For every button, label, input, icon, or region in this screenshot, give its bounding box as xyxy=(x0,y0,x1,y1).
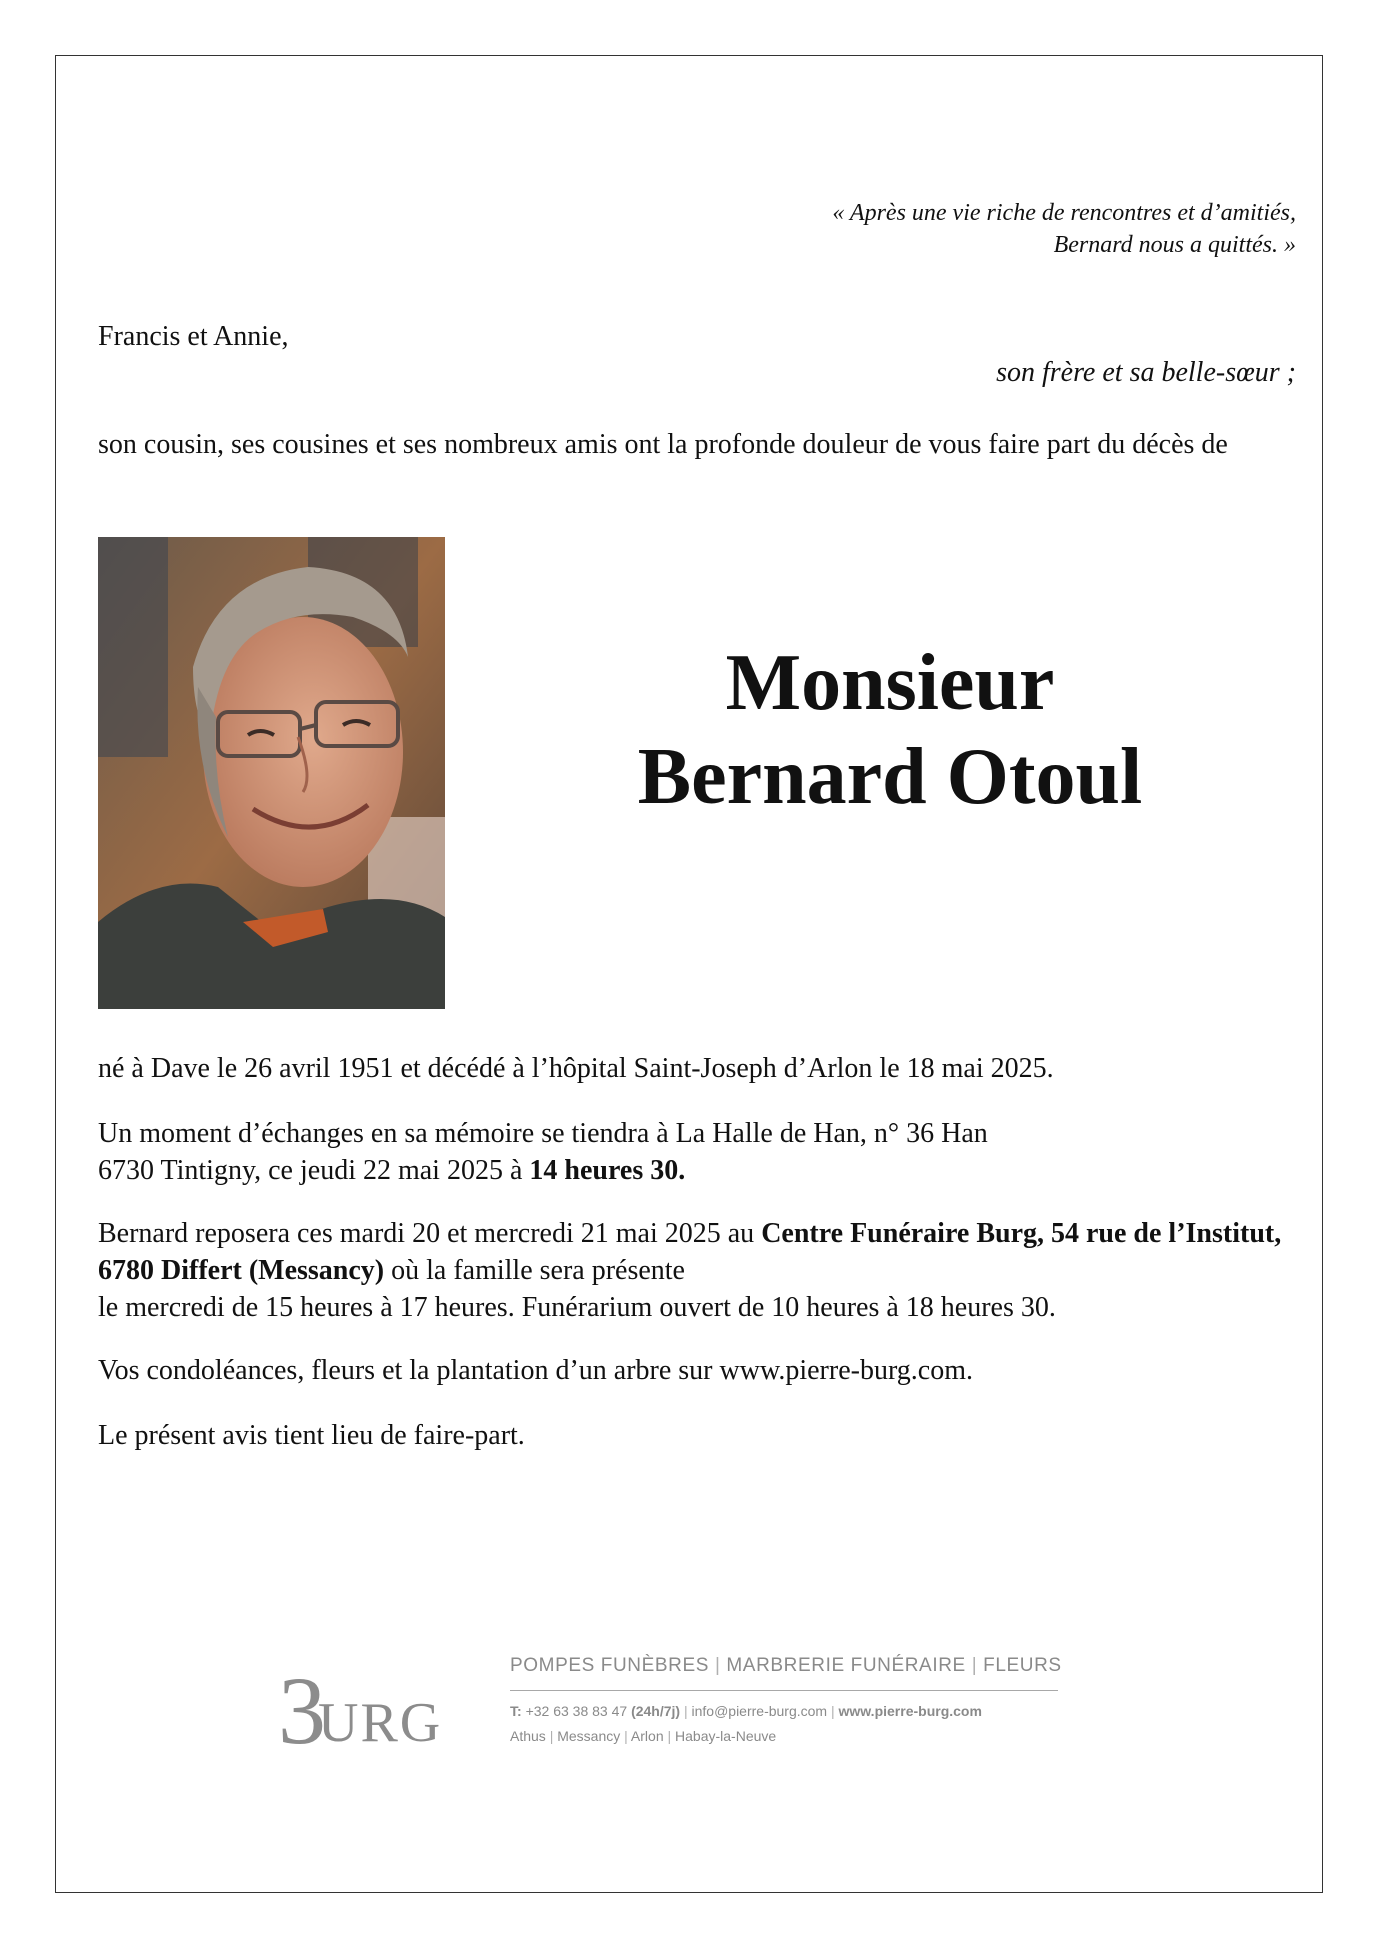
epigraph-quote xyxy=(832,197,1296,261)
memorial-gathering xyxy=(98,1115,988,1189)
separator: | xyxy=(667,1728,672,1744)
memorial-line-1: Un moment d’échanges en sa mémoire se tiendra à La Halle de Han, n° 36 Han xyxy=(98,1118,988,1149)
email-link[interactable]: info@pierre-burg.com xyxy=(691,1703,828,1719)
city-messancy: Messancy xyxy=(557,1728,621,1744)
phone-note: (24h/7j) xyxy=(631,1703,681,1719)
family-names: Francis et Annie, xyxy=(98,321,289,352)
svg-text:URG: URG xyxy=(318,1692,443,1754)
company-footer xyxy=(510,1655,1062,1744)
city-arlon: Arlon xyxy=(630,1728,664,1744)
family-relation: son frère et sa belle-sœur ; xyxy=(996,357,1296,388)
footer-divider xyxy=(510,1690,1058,1691)
city-habay: Habay-la-Neuve xyxy=(675,1728,777,1744)
notice-line: Le présent avis tient lieu de faire-part. xyxy=(98,1420,525,1451)
separator: | xyxy=(549,1728,554,1744)
phone-label: T: xyxy=(510,1703,522,1719)
birth-death-line: né à Dave le 26 avril 1951 et décédé à l’hôpital Saint-Joseph d’Arlon le 18 mai 2025. xyxy=(98,1053,1054,1084)
separator: | xyxy=(624,1728,628,1744)
memorial-date: 6730 Tintigny, ce jeudi 22 mai 2025 à xyxy=(98,1155,530,1186)
portrait-photo xyxy=(98,537,445,1009)
repose-rest: où la famille sera présente xyxy=(384,1255,685,1286)
contact-line xyxy=(510,1703,1062,1719)
service-funeral: POMPES FUNÈBRES xyxy=(510,1655,710,1676)
cities-line xyxy=(510,1728,1062,1744)
separator: | xyxy=(714,1655,721,1676)
deceased-title: Monsieur xyxy=(725,639,1055,727)
repose-main xyxy=(98,1215,1298,1289)
city-athus: Athus xyxy=(510,1728,546,1744)
memorial-time: 14 heures 30. xyxy=(529,1155,686,1186)
separator: | xyxy=(831,1703,835,1719)
repose-intro: Bernard reposera ces mardi 20 et mercredi 21 mai 2025 au xyxy=(98,1218,762,1249)
service-flowers: FLEURS xyxy=(983,1655,1062,1676)
quote-line-1: « Après une vie riche de rencontres et d’amitiés, xyxy=(832,200,1296,226)
service-masonry: MARBRERIE FUNÉRAIRE xyxy=(726,1655,966,1676)
separator: | xyxy=(683,1703,688,1719)
separator: | xyxy=(971,1655,978,1676)
website-link[interactable]: www.pierre-burg.com xyxy=(838,1703,982,1719)
burg-logo xyxy=(278,1655,468,1760)
announcement-intro: son cousin, ses cousines et ses nombreux amis ont la profonde douleur de vous faire part du décès de xyxy=(98,429,1228,460)
memorial-line-2 xyxy=(98,1152,988,1189)
repose-place: Centre Funéraire Burg, 54 rue de l’Institut, 6780 Differt (Messancy) xyxy=(98,1218,1282,1286)
deceased-name: Bernard Otoul xyxy=(637,733,1143,821)
deceased-name-block xyxy=(560,636,1220,824)
condolences-line: Vos condoléances, fleurs et la plantation d’un arbre sur www.pierre-burg.com. xyxy=(98,1355,973,1386)
svg-text:3: 3 xyxy=(278,1657,326,1755)
services-line xyxy=(510,1655,1062,1677)
repose-paragraph xyxy=(98,1215,1298,1326)
quote-line-2: Bernard nous a quittés. » xyxy=(1053,232,1296,258)
phone-number: +32 63 38 83 47 xyxy=(525,1703,628,1719)
repose-hours: le mercredi de 15 heures à 17 heures. Funérarium ouvert de 10 heures à 18 heures 30. xyxy=(98,1292,1056,1323)
